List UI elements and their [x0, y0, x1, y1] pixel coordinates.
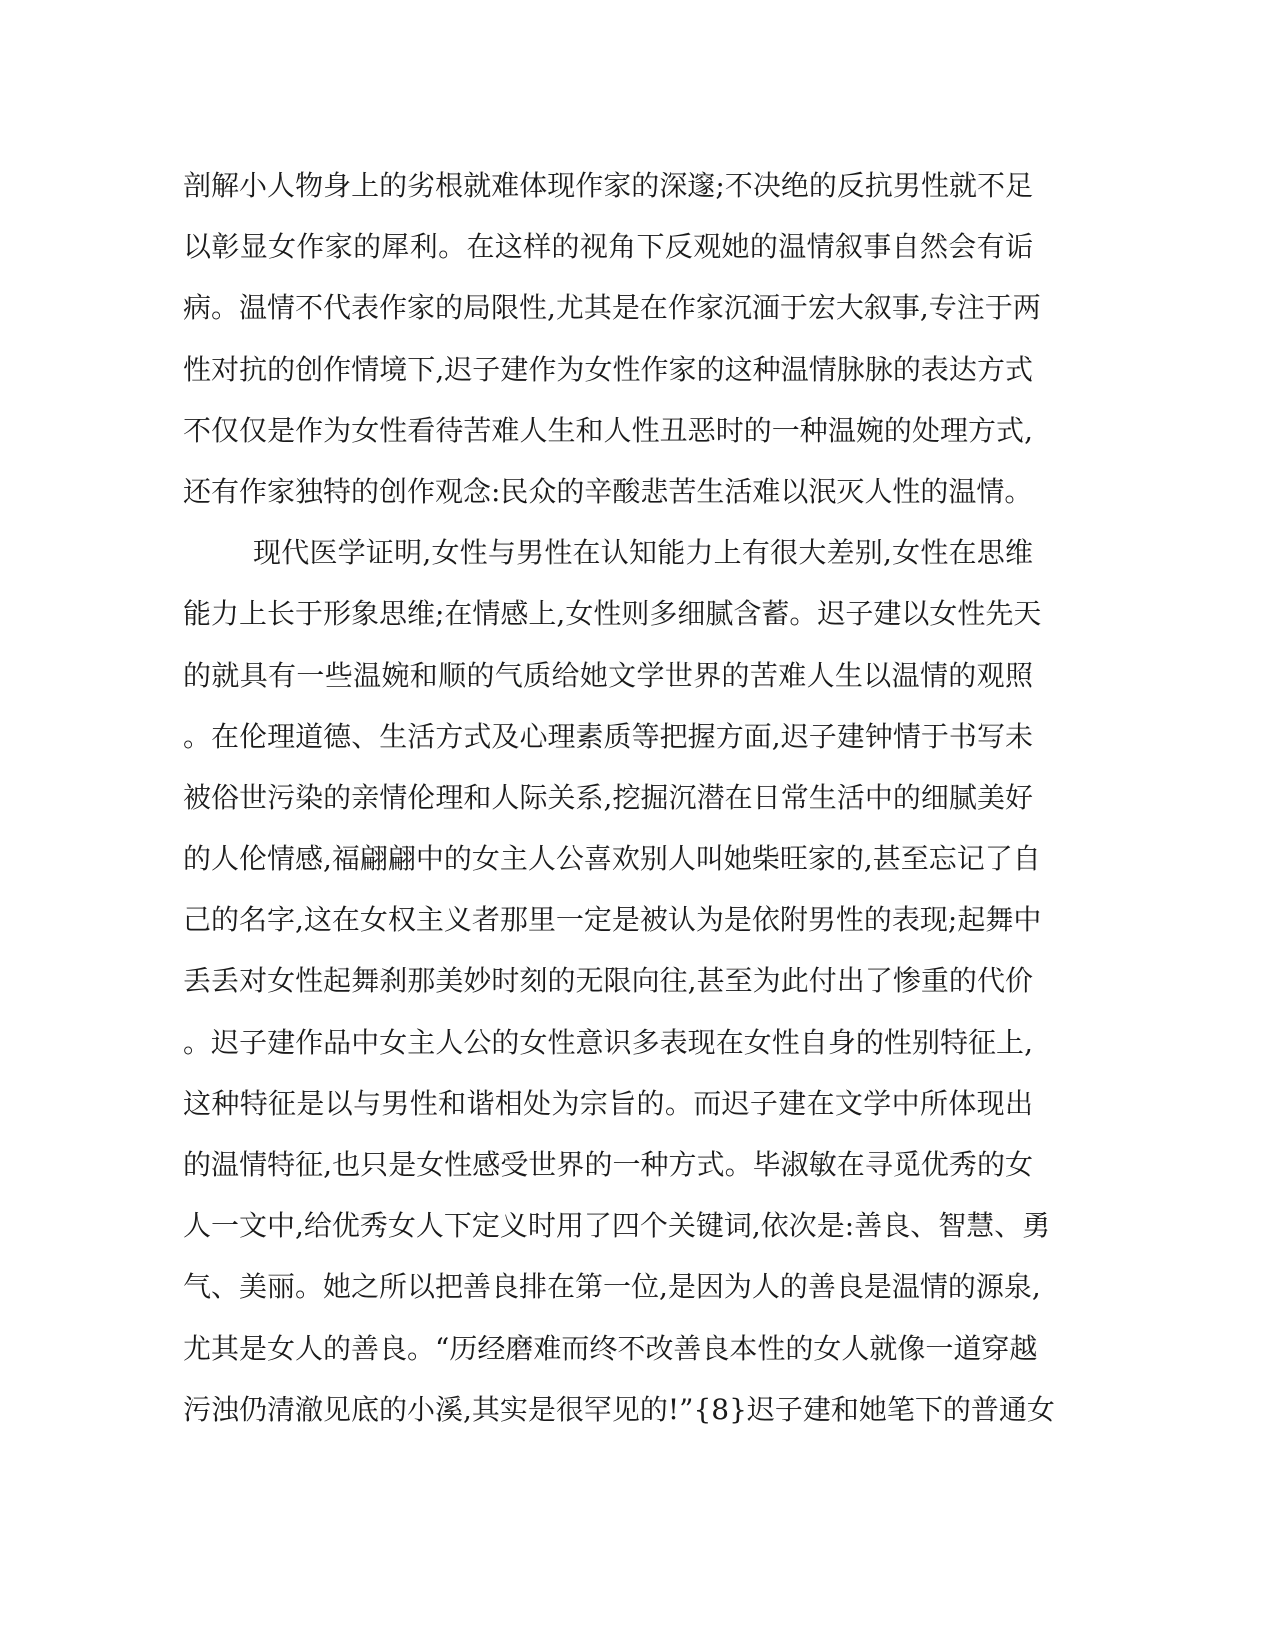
- text-line-14: 丢丢对女性起舞刹那美妙时刻的无限向往,甚至为此付出了惨重的代价: [183, 964, 1033, 998]
- text-line-15: 。迟子建作品中女主人公的女性意识多表现在女性自身的性别特征上,: [183, 1025, 1033, 1059]
- text-line-17: 的温情特征,也只是女性感受世界的一种方式。毕淑敏在寻觅优秀的女: [183, 1148, 1033, 1181]
- text-line-5: 不仅仅是作为女性看待苦难人生和人性丑恶时的一种温婉的处理方式,: [183, 413, 1033, 447]
- text-line-7: 现代医学证明,女性与男性在认知能力上有很大差别,女性在思维: [253, 536, 1033, 570]
- body-text: [183, 155, 1055, 1440]
- text-line-11: 被俗世污染的亲情伦理和人际关系,挖掘沉潜在日常生活中的细腻美好: [183, 780, 1033, 814]
- text-line-9: 的就具有一些温婉和顺的气质给她文学世界的苦难人生以温情的观照: [183, 658, 1033, 692]
- text-line-3: 病。温情不代表作家的局限性,尤其是在作家沉湎于宏大叙事,专注于两: [183, 291, 1041, 325]
- text-line-10: 。在伦理道德、生活方式及心理素质等把握方面,迟子建钟情于书写未: [183, 719, 1033, 753]
- text-line-19: 气、美丽。她之所以把善良排在第一位,是因为人的善良是温情的源泉,: [183, 1270, 1041, 1304]
- text-line-18: 人一文中,给优秀女人下定义时用了四个关键词,依次是:善良、智慧、勇: [183, 1209, 1051, 1243]
- text-line-20: 尤其是女人的善良。“历经磨难而终不改善良本性的女人就像一道穿越: [183, 1331, 1038, 1365]
- text-line-4: 性对抗的创作情境下,迟子建作为女性作家的这种温情脉脉的表达方式: [183, 352, 1033, 386]
- text-line-16: 这种特征是以与男性和谐相处为宗旨的。而迟子建在文学中所体现出: [183, 1086, 1033, 1120]
- text-line-13: 己的名字,这在女权主义者那里一定是被认为是依附男性的表现;起舞中: [183, 903, 1042, 937]
- text-line-21: 污浊仍清澈见底的小溪,其实是很罕见的!”{8}迟子建和她笔下的普通女: [183, 1392, 1055, 1426]
- text-line-1: 剖解小人物身上的劣根就难体现作家的深邃;不决绝的反抗男性就不足: [183, 169, 1033, 202]
- text-line-2: 以彰显女作家的犀利。在这样的视角下反观她的温情叙事自然会有诟: [183, 230, 1033, 264]
- text-line-6: 还有作家独特的创作观念:民众的辛酸悲苦生活难以泯灭人性的温情。: [183, 474, 1033, 508]
- text-line-8: 能力上长于形象思维;在情感上,女性则多细腻含蓄。迟子建以女性先天: [183, 597, 1042, 631]
- text-line-12: 的人伦情感,福翩翩中的女主人公喜欢别人叫她柴旺家的,甚至忘记了自: [183, 842, 1041, 876]
